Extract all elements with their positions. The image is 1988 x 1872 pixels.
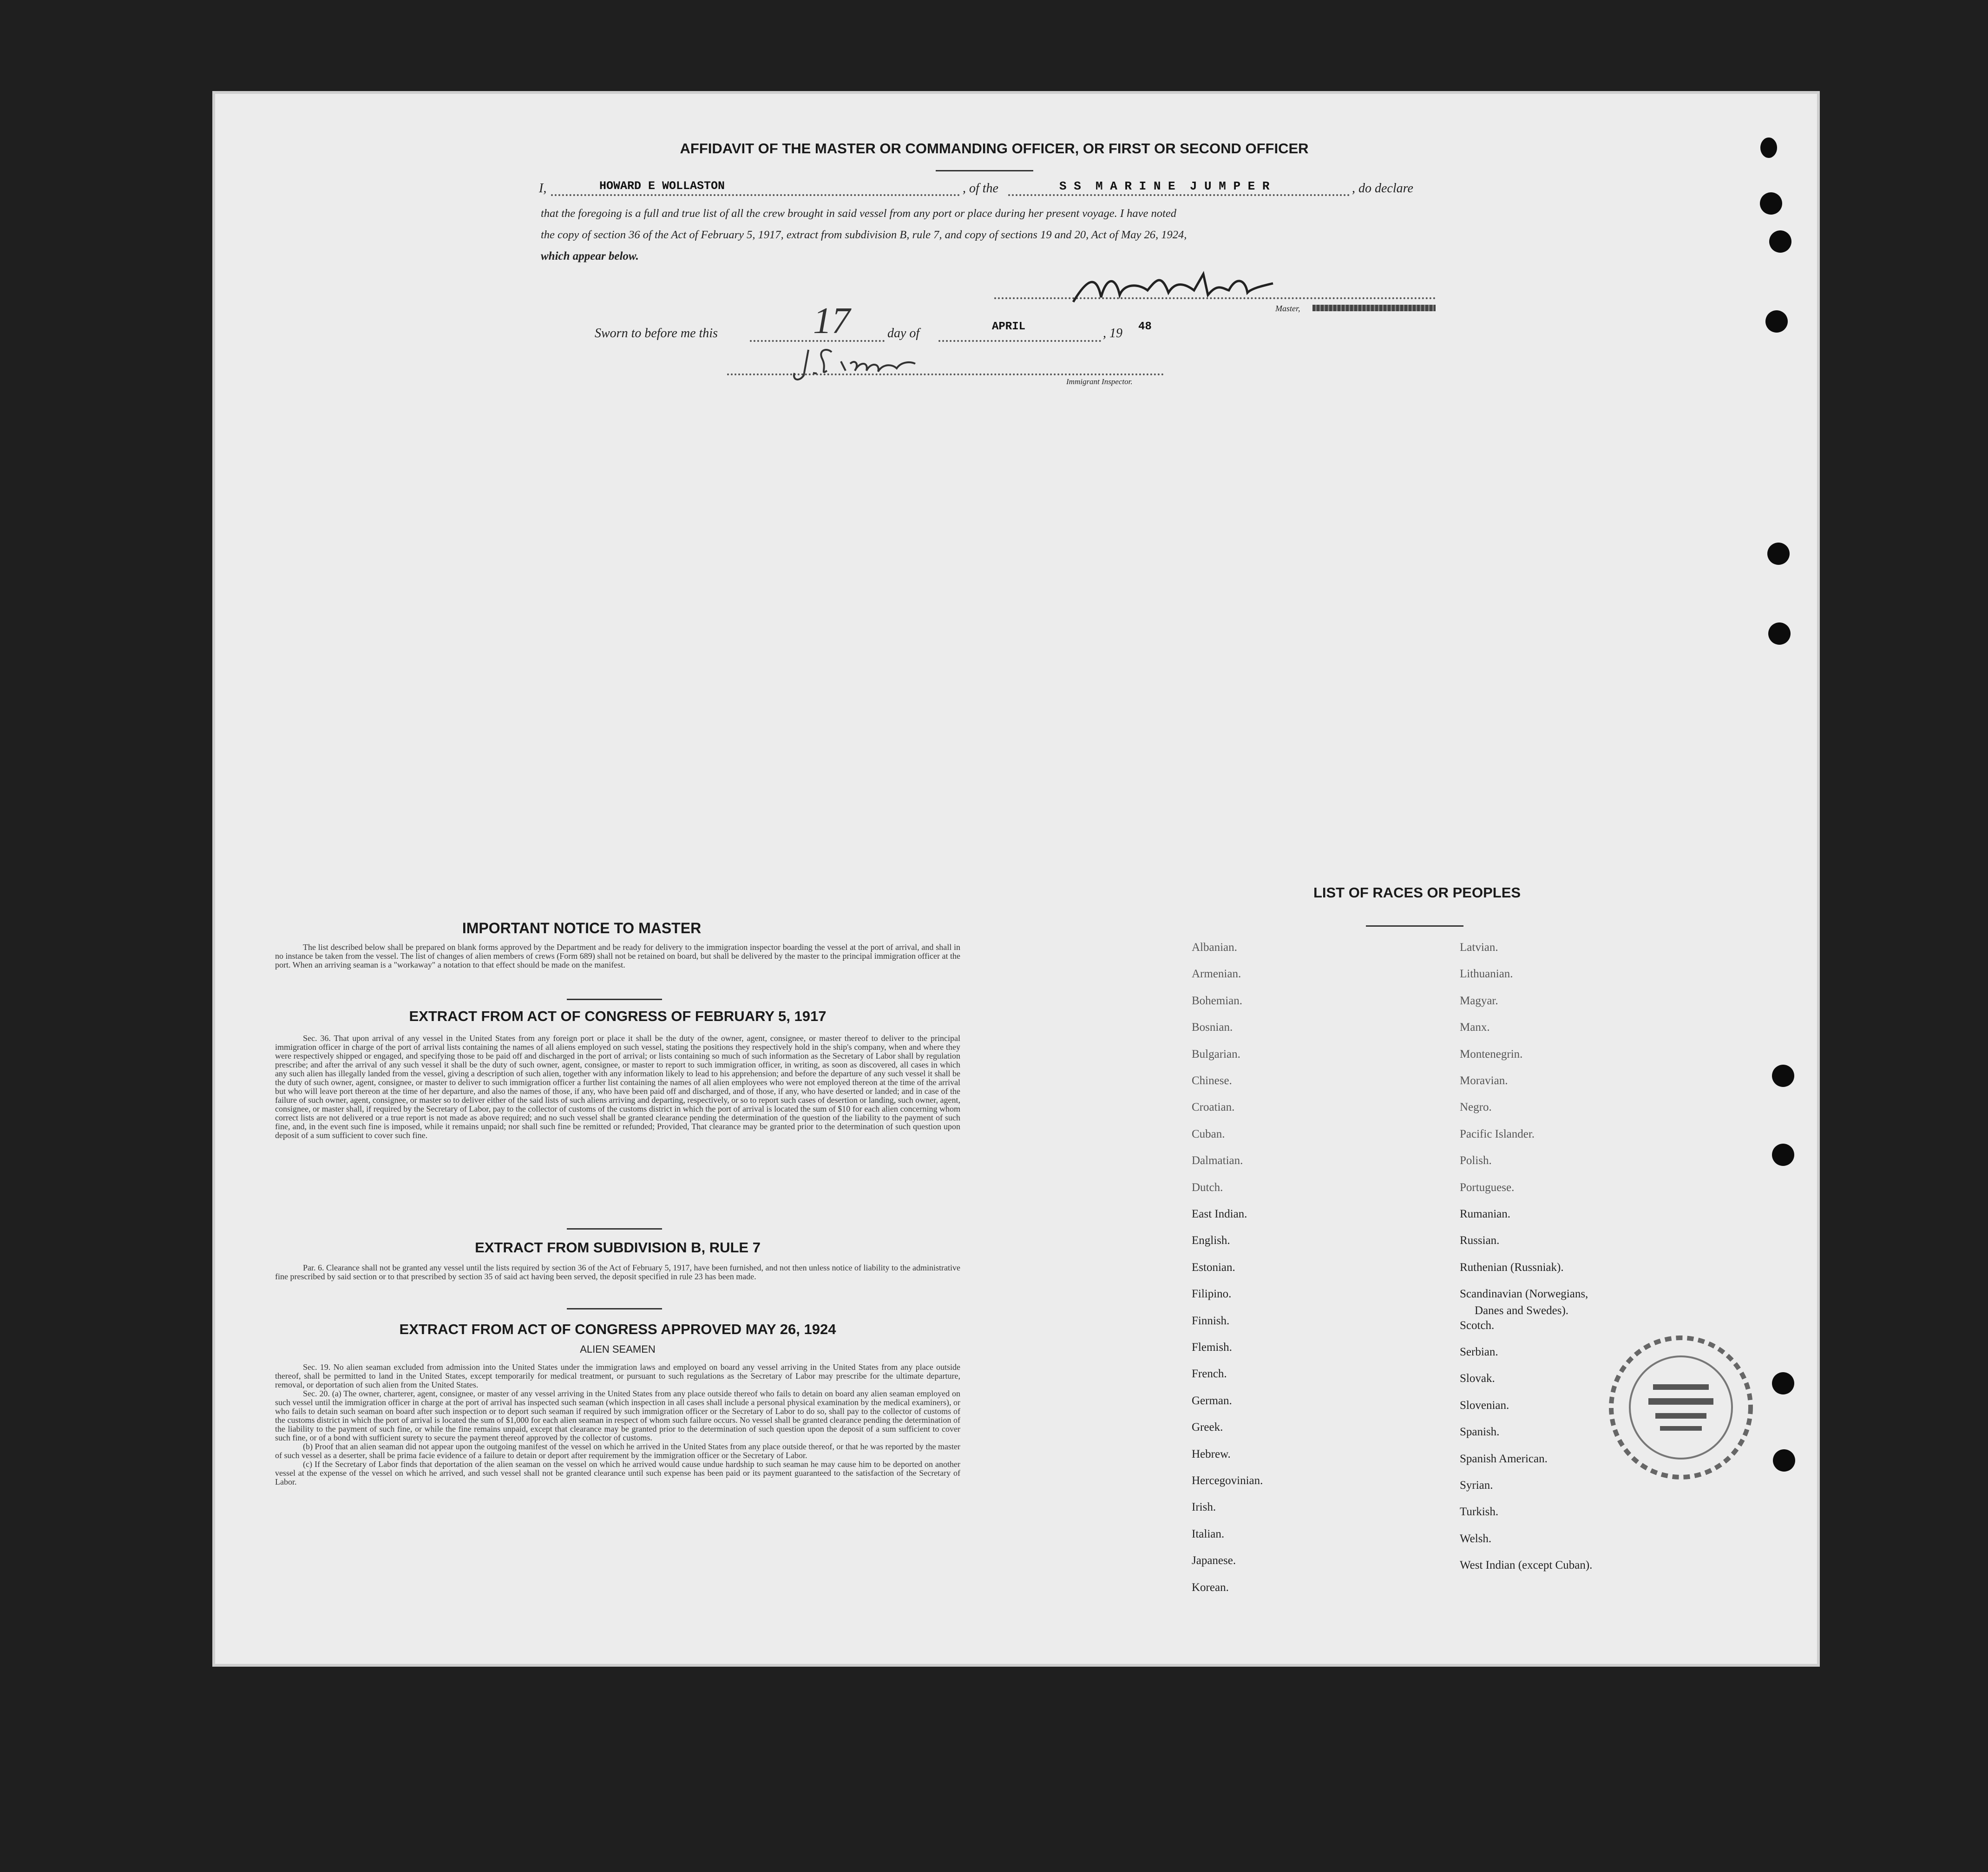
race-item: Filipino. xyxy=(1192,1288,1232,1301)
race-item: Bulgarian. xyxy=(1192,1047,1240,1060)
race-item: West Indian (except Cuban). xyxy=(1460,1559,1593,1572)
race-item: Spanish American. xyxy=(1460,1452,1548,1465)
race-item: Dutch. xyxy=(1192,1181,1223,1194)
race-item: Cuban. xyxy=(1192,1127,1225,1140)
master-name-field xyxy=(551,194,960,196)
race-item: Polish. xyxy=(1460,1154,1492,1167)
sworn-month-field xyxy=(938,340,1101,342)
notice-title: IMPORTANT NOTICE TO MASTER xyxy=(462,920,702,936)
of-the-label: , of the xyxy=(963,181,998,196)
race-item: Estonian. xyxy=(1192,1261,1235,1274)
race-item: Scotch. xyxy=(1460,1319,1495,1332)
sec20b-text: (b) Proof that an alien seaman did not appear upon the outgoing manifest of the vessel on which he arrived in the United States from any place outside thereof, or that he was reported by the master of such vessel as a deserter, shall be prima facie evidence of a failure to detain or deport after requirement by the immigration officer or the Secretary of Labor. xyxy=(275,1442,960,1460)
race-item: Korean. xyxy=(1192,1581,1229,1594)
divider-3 xyxy=(567,1308,662,1309)
inspector-signature xyxy=(790,343,929,385)
race-item: Latvian. xyxy=(1460,941,1498,954)
punch-hole xyxy=(1773,1449,1795,1472)
divider-2 xyxy=(567,1228,662,1230)
sworn-day: 17 xyxy=(813,301,850,341)
race-item: Manx. xyxy=(1460,1021,1490,1034)
punch-hole xyxy=(1760,137,1777,158)
race-item: Albanian. xyxy=(1192,941,1237,954)
race-item: Dalmatian. xyxy=(1192,1154,1243,1167)
punch-hole xyxy=(1765,310,1788,333)
year-suffix: 48 xyxy=(1138,321,1152,333)
race-item: Pacific Islander. xyxy=(1460,1127,1535,1140)
race-item: English. xyxy=(1192,1234,1230,1247)
race-item: Welsh. xyxy=(1460,1532,1492,1545)
race-item: Rumanian. xyxy=(1460,1208,1511,1220)
notice-text: The list described below shall be prepared on blank forms approved by the Department and be ready for delivery to the immigration inspector boarding the vessel at the port of arrival, and shall in no instance be taken from the vessel. The list of changes of alien members of crews (Form 689) shall not be retained on board, but shall be delivered by the master to the principal immigration officer at the port. When an arriving seaman is a "workaway" a notation to that effect should be made on the manifest. xyxy=(275,943,960,969)
punch-hole xyxy=(1772,1144,1794,1166)
race-item: Lithuanian. xyxy=(1460,968,1513,981)
sworn-month: APRIL xyxy=(992,321,1026,333)
sworn-label: Sworn to before me this xyxy=(595,326,718,340)
race-item: Bosnian. xyxy=(1192,1021,1233,1034)
race-item: Syrian. xyxy=(1460,1479,1493,1492)
punch-hole xyxy=(1772,1065,1794,1087)
race-item: Irish. xyxy=(1192,1501,1216,1514)
struck-officer-title xyxy=(1312,305,1436,311)
race-item: Slovak. xyxy=(1460,1372,1495,1385)
do-declare-label: , do declare xyxy=(1352,181,1413,196)
race-item: Bohemian. xyxy=(1192,994,1243,1007)
date-stamp xyxy=(1602,1329,1760,1486)
master-name: HOWARD E WOLLASTON xyxy=(599,179,725,193)
race-item: Japanese. xyxy=(1192,1554,1236,1567)
extract1-title: EXTRACT FROM ACT OF CONGRESS OF FEBRUARY 5, 1917 xyxy=(409,1008,827,1024)
sec19-text: Sec. 19. No alien seaman excluded from admission into the United States under the immigration laws and employed on board any vessel arriving in the United States from any place outside thereof, shall be permitted to land in the United States, except temporarily for medical treatment, or pursuant to such regulations as the Secretary of Labor may prescribe for the ultimate departure, removal, or deportation of such alien from the United States. xyxy=(275,1362,960,1389)
race-item: Hebrew. xyxy=(1192,1447,1231,1460)
extract3-title: EXTRACT FROM ACT OF CONGRESS APPROVED MAY 26, 1924 xyxy=(399,1321,836,1337)
race-item: Magyar. xyxy=(1460,994,1498,1007)
declaration-line-2: that the foregoing is a full and true list of all the crew brought in said vessel from any port or place during her present voyage. I have noted xyxy=(541,207,1176,220)
race-item: Moravian. xyxy=(1460,1074,1508,1087)
race-item: Chinese. xyxy=(1192,1074,1232,1087)
race-item: Ruthenian (Russniak). xyxy=(1460,1261,1564,1274)
race-item: Montenegrin. xyxy=(1460,1047,1523,1060)
race-item: Finnish. xyxy=(1192,1314,1230,1327)
race-item: Danes and Swedes). xyxy=(1475,1304,1569,1317)
sec20a-text: Sec. 20. (a) The owner, charterer, agent, consignee, or master of any vessel arriving in the United States from any place outside thereof who fails to detain on board any alien seaman employed on such vessel until the immigration officer in charge at the port of arrival has inspected such seaman (which inspection in all cases shall include a personal physical examination by the medical examiners), or who fails to detain such seaman on board after such inspection or to deport such seaman if required by such immigration officer or the Secretary of Labor to do so, shall pay to the collector of customs of the customs district in which the port of arrival is located the sum of $1,000 for each alien seaman in respect of whom such failure occurs. No vessel shall be granted clearance pending the determination of the liability to the payment of such fine, or while the fine remains unpaid, except that clearance may be granted prior to the determination of such question upon the deposit of a sum sufficient to cover such fine, or of a bond with sufficient surety to secure the payment thereof approved by the collector of customs. xyxy=(275,1389,960,1442)
punch-hole xyxy=(1769,230,1791,253)
extract2-text: Par. 6. Clearance shall not be granted any vessel until the lists required by section 36 of the Act of February 5, 1917, have been furnished, and not then unless notice of liability to the administrative fine prescribed by said section or to that prescribed by section 35 of said act having been served, the deposit specified in rule 23 has been made. xyxy=(275,1263,960,1281)
race-item: Slovenian. xyxy=(1460,1399,1509,1412)
declaration-line-3: the copy of section 36 of the Act of February 5, 1917, extract from subdivision B, rule 7, and copy of sections 19 and 20, Act of May 26, 1924, xyxy=(541,229,1187,241)
vessel-name-field xyxy=(1008,194,1350,196)
declaration-line-1 xyxy=(539,179,1436,198)
extract2-title: EXTRACT FROM SUBDIVISION B, RULE 7 xyxy=(475,1239,761,1256)
race-item: Flemish. xyxy=(1192,1341,1232,1354)
race-item: Croatian. xyxy=(1192,1101,1235,1114)
race-item: Spanish. xyxy=(1460,1426,1500,1439)
race-item: Turkish. xyxy=(1460,1505,1499,1519)
race-item: Scandinavian (Norwegians, xyxy=(1460,1288,1588,1301)
race-item: German. xyxy=(1192,1394,1232,1407)
extract3-body xyxy=(275,1363,960,1486)
race-item: Greek. xyxy=(1192,1421,1223,1434)
race-item: East Indian. xyxy=(1192,1208,1247,1220)
punch-hole xyxy=(1760,192,1782,215)
master-label: Master, xyxy=(1275,304,1300,313)
punch-hole xyxy=(1772,1372,1794,1394)
races-divider xyxy=(1366,925,1463,927)
divider-1 xyxy=(567,999,662,1000)
race-item: Portuguese. xyxy=(1460,1181,1515,1194)
race-item: French. xyxy=(1192,1368,1227,1381)
race-item: Serbian. xyxy=(1460,1346,1498,1358)
punch-hole xyxy=(1767,543,1790,565)
vessel-name: S S M A R I N E J U M P E R xyxy=(1059,179,1270,193)
race-item: Russian. xyxy=(1460,1234,1500,1247)
sec20c-text: (c) If the Secretary of Labor finds that deportation of the alien seaman on the vessel on which he arrived would cause undue hardship to such seaman he may cause him to be deported on another vessel at the expense of the vessel on which he arrived, and such vessel shall not be granted clearance until such expense has been paid or its payment guaranteed to the satisfaction of the Secretary of Labor. xyxy=(275,1460,960,1486)
inspector-label: Immigrant Inspector. xyxy=(1066,377,1133,386)
title-divider xyxy=(936,170,1033,171)
race-item: Negro. xyxy=(1460,1101,1492,1114)
extract3-subtitle: ALIEN SEAMEN xyxy=(580,1343,656,1355)
extract1-text: Sec. 36. That upon arrival of any vessel in the United States from any foreign port or place it shall be the duty of the owner, agent, consignee, or master thereof to deliver to the principal immigration officer in charge of the port of arrival lists containing the names of all aliens employed on such vessel, stating the positions they respectively hold in the ship's company, when and where they were respectively shipped or engaged, and specifying those to be paid off and discharged in the port of arrival; or lists containing so much of such information as the Secretary of Labor shall by regulation prescribe; and after the arrival of any such vessel it shall be the duty of such owner, agent, consignee, or master to report to such immigration officer, in writing, as soon as discovered, all cases in which any such alien has illegally landed from the vessel, giving a description of such alien, together with any information likely to lead to his apprehension; and before the departure of any such vessel it shall be the duty of such owner, agent, consignee, or master to deliver to such immigration officer a further list containing the names of all alien employees who were not employed thereon at the time of the arrival but who will leave port thereon at the time of her departure, and also the names of those, if any, who have been paid off and discharged, and of those, if any, who have deserted or landed; and in case of the failure of such owner, agent, consignee, or master so to deliver either of the said lists of such aliens arriving and departing, respectively, or so to report such cases of desertion or landing, such owner, agent, consignee, or master shall, if required by the Secretary of Labor, pay to the collector of customs of the customs district in which the port of arrival is located the sum of $10 for each alien concerning whom correct lists are not delivered or a true report is not made as above required; and no such vessel shall be granted clearance pending the determination of the question of the liability to the payment of such fine, and, in the event such fine is imposed, while it remains unpaid; nor shall such fine be remitted or refunded; Provided, That clearance may be granted prior to the determination of such question upon deposit of a sum sufficient to cover such fine. xyxy=(275,1034,960,1140)
year-prefix: , 19 xyxy=(1103,326,1122,340)
race-item: Italian. xyxy=(1192,1527,1225,1540)
race-item: Hercegovinian. xyxy=(1192,1474,1263,1487)
i-label: I, xyxy=(539,181,547,196)
races-title: LIST OF RACES OR PEOPLES xyxy=(1313,884,1521,901)
race-item: Armenian. xyxy=(1192,968,1241,981)
day-of-label: day of xyxy=(887,326,920,340)
master-signature xyxy=(1069,269,1282,311)
affidavit-title: AFFIDAVIT OF THE MASTER OR COMMANDING OFFICER, OR FIRST OR SECOND OFFICER xyxy=(680,140,1309,157)
declaration-line-4: which appear below. xyxy=(541,250,639,262)
punch-hole xyxy=(1768,622,1791,645)
